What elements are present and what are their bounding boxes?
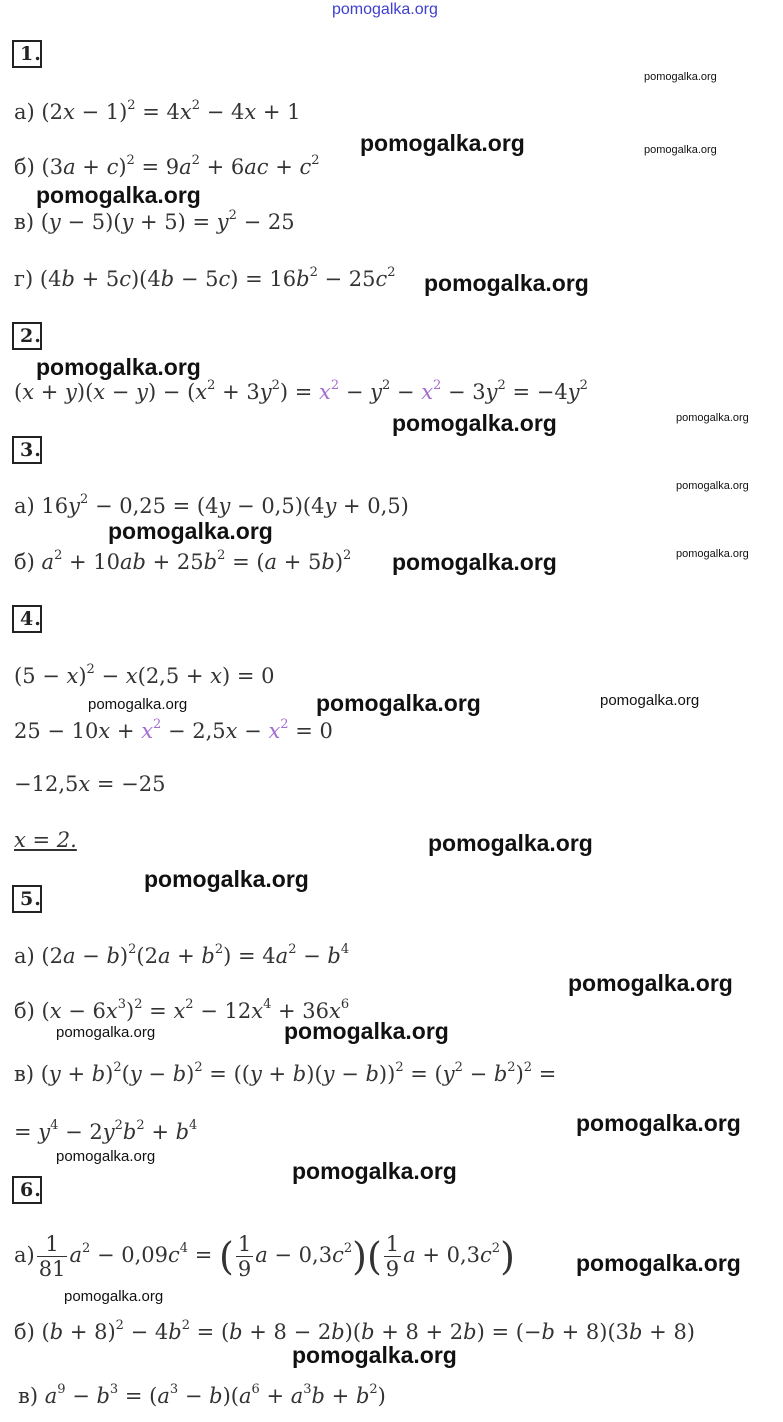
fraction-numerator: 1	[237, 1232, 252, 1256]
task-number-3: 3.	[12, 436, 42, 464]
task-number-2: 2.	[12, 322, 42, 350]
watermark: pomogalka.org	[292, 1158, 457, 1184]
watermark: pomogalka.org	[108, 518, 273, 544]
equation-6v: в) $a^9 - b^3 = (a^3 - b)(a^6 + a^3b + b^2)$	[18, 1382, 386, 1408]
equation-1a: а) $(2x - 1)^2 = 4x^2 - 4x + 1$	[14, 98, 301, 124]
item-label: а)	[14, 494, 35, 518]
watermark: pomogalka.org	[676, 412, 749, 424]
item-label: б)	[14, 1320, 35, 1344]
task-number-6: 6.	[12, 1176, 42, 1204]
watermark: pomogalka.org	[316, 690, 481, 716]
watermark: pomogalka.org	[292, 1342, 457, 1368]
equation-6a: а) $\frac{1}{81}$ $a^2 - 0,09c^4$ = ( $\frac{1}{9}$ $a - 0,3c^2$)( $\frac{1}{9}$ $a + 0,3c^2$)	[14, 1232, 515, 1281]
item-label: б)	[14, 155, 35, 179]
equation-5a: а) $(2a - b)^2(2a + b^2) = 4a^2 - b^4$	[14, 942, 350, 968]
watermark: pomogalka.org	[576, 1250, 741, 1276]
fraction	[384, 1232, 401, 1281]
equation-5v-1: в) $(y + b)^2(y - b)^2 = ((y + b)(y - b))^2 = (y^2 - b^2)^2$ =	[14, 1060, 557, 1086]
watermark: pomogalka.org	[644, 71, 717, 83]
task-number-5: 5.	[12, 885, 42, 913]
task-number-text: 4	[20, 608, 34, 630]
fraction-denominator: 9	[237, 1257, 252, 1281]
item-label: а)	[14, 944, 35, 968]
watermark: pomogalka.org	[676, 480, 749, 492]
answer-text: x = 2.	[14, 828, 77, 852]
watermark: pomogalka.org	[360, 130, 525, 156]
item-label: б)	[14, 999, 35, 1023]
site-link[interactable]: pomogalka.org	[332, 1, 438, 18]
watermark: pomogalka.org	[392, 410, 557, 436]
watermark: pomogalka.org	[644, 144, 717, 156]
equation-4-1: $(5 - x)^2 - x(2,5 + x) = 0$	[14, 662, 275, 688]
task-number-text: 5	[20, 888, 34, 910]
watermark: pomogalka.org	[676, 548, 749, 560]
watermark: pomogalka.org	[36, 354, 201, 380]
task-number-text: 6	[20, 1179, 34, 1201]
item-label: а)	[14, 100, 35, 124]
equation-3a: а) $16y^2 - 0,25 = (4y - 0,5)(4y + 0,5)$	[14, 492, 409, 518]
equation-3b: б) $a^2 + 10ab + 25b^2 = (a + 5b)^2$	[14, 548, 352, 574]
item-label: б)	[14, 550, 35, 574]
task-number-text: 3	[20, 439, 34, 461]
equation-4-2: $25 - 10x + x^2 - 2,5x - x^2 = 0$	[14, 717, 333, 743]
item-label: г)	[14, 267, 34, 291]
equation-1v: в) $(y - 5)(y + 5) = y^2 - 25$	[14, 208, 295, 234]
watermark: pomogalka.org	[428, 830, 593, 856]
watermark: pomogalka.org	[576, 1110, 741, 1136]
watermark: pomogalka.org	[392, 549, 557, 575]
equation-2: $(x + y)(x - y) - (x^2 + 3y^2) = x^2 - y^2 - x^2 - 3y^2 = -4y^2$	[14, 378, 588, 404]
item-label: в)	[14, 1062, 35, 1086]
equation-6b: б) $(b + 8)^2 - 4b^2 = (b + 8 - 2b)(b + 8 + 2b) = (-b + 8)(3b + 8)$	[14, 1318, 695, 1344]
task-number-1: 1.	[12, 40, 42, 68]
watermark: pomogalka.org	[64, 1288, 164, 1305]
fraction-numerator: 1	[37, 1232, 68, 1257]
fraction-numerator: 1	[385, 1232, 400, 1256]
watermark: pomogalka.org	[56, 1148, 156, 1165]
watermark: pomogalka.org	[600, 692, 700, 709]
item-label: в)	[14, 210, 35, 234]
task-number-text: 2	[20, 325, 34, 347]
watermark: pomogalka.org	[144, 866, 309, 892]
watermark: pomogalka.org	[56, 1024, 156, 1041]
item-label: а)	[14, 1243, 35, 1267]
watermark: pomogalka.org	[568, 970, 733, 996]
item-label: в)	[18, 1384, 39, 1408]
watermark: pomogalka.org	[284, 1018, 449, 1044]
watermark: pomogalka.org	[88, 696, 188, 713]
answer-4	[14, 828, 77, 852]
watermark: pomogalka.org	[36, 182, 201, 208]
task-number-text: 1	[20, 43, 34, 65]
equation-5b: б) $(x - 6x^3)^2 = x^2 - 12x^4 + 36x^6$	[14, 997, 350, 1023]
equation-4-3: −12,5x = −25	[14, 772, 166, 796]
equation-1b: б) $(3a + c)^2 = 9a^2 + 6ac + c^2$	[14, 153, 320, 179]
equation-5v-2: = $y^4 - 2y^2b^2 + b^4$	[14, 1118, 198, 1144]
task-number-4: 4.	[12, 605, 42, 633]
fraction	[236, 1232, 253, 1281]
fraction-denominator: 9	[385, 1257, 400, 1281]
watermark: pomogalka.org	[424, 270, 589, 296]
fraction-denominator: 81	[38, 1257, 66, 1281]
fraction	[37, 1232, 68, 1281]
equation-1g: г) $(4b + 5c)(4b - 5c) = 16b^2 - 25c^2$	[14, 265, 396, 291]
